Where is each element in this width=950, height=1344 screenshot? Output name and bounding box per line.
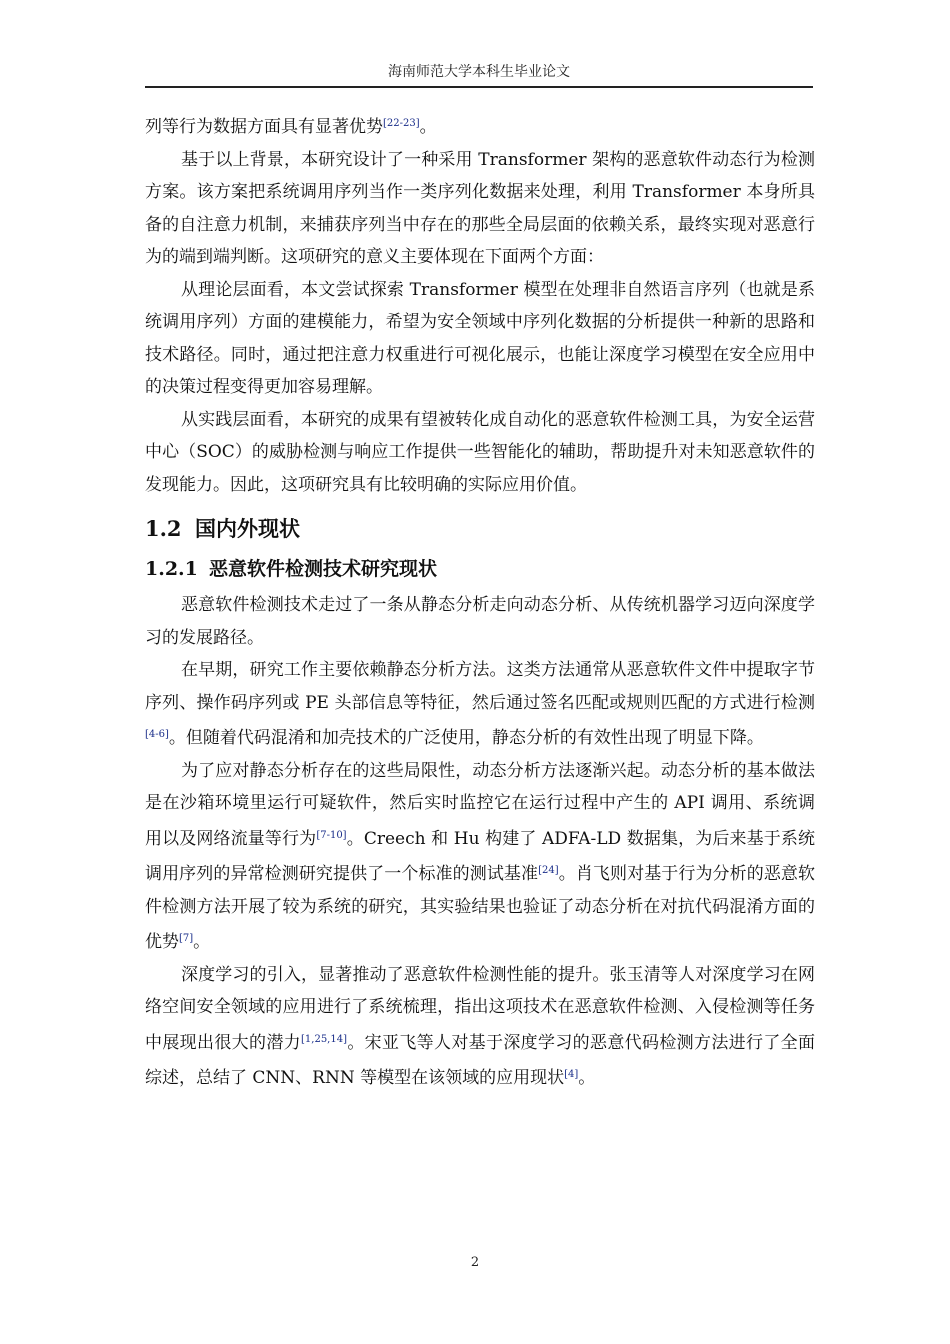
paragraph-background: 基于以上背景，本研究设计了一种采用 Transformer 架构的恶意软件动态行为检测方案。该方案把系统调用序列当作一类序列化数据来处理，利用 Transformer 本身所具备的自注意力机制，来捕获序列当中存在的那些全局层面的依赖关系，最终实现对恶意行为的端到端判断。这项研究的意义主要体现在下面两个方面： [145,149,815,267]
subsection-title: 恶意软件检测技术研究现状 [209,558,438,580]
header-rule [145,86,813,88]
page-number: 2 [470,1255,480,1270]
paragraph-static-analysis: 在早期，研究工作主要依赖静态分析方法。这类方法通常从恶意软件文件中提取字节序列、操作码序列或 PE 头部信息等特征，然后通过签名匹配或规则匹配的方式进行检测[4-6]。但随着代码混淆和加壳技术的广泛使用，静态分析的有效性出现了明显下降。 [145,660,815,748]
citation[interactable]: [7-10] [316,829,347,841]
paragraph-practice: 从实践层面看，本研究的成果有望被转化成自动化的恶意软件检测工具，为安全运营中心（SOC）的威胁检测与响应工作提供一些智能化的辅助，帮助提升对未知恶意软件的发现能力。因此，这项研究具有比较明确的实际应用价值。 [145,409,815,495]
paragraph-continued: 列等行为数据方面具有显著优势[22-23]。 [145,117,437,137]
subsection-heading [145,553,815,585]
running-header: 海南师范大学本科生毕业论文 [388,64,570,80]
subsection-number: 1.2.1 [145,558,198,580]
section-heading [145,511,815,547]
paragraph-dynamic-analysis: 为了应对静态分析存在的这些局限性，动态分析方法逐渐兴起。动态分析的基本做法是在沙箱环境里运行可疑软件，然后实时监控它在运行过程中产生的 API 调用、系统调用以及网络流量等行为[7-10]。Creech 和 Hu 构建了 ADFA-LD 数据集，为后来基于系统调用序列的异常检测研究提供了一个标准的测试基准[24]。肖飞则对基于行为分析的恶意软件检测方法开展了较为系统的研究，其实验结果也验证了动态分析在对抗代码混淆方面的优势[7]。 [145,760,816,952]
section-number: 1.2 [145,516,182,541]
section-title: 国内外现状 [195,516,300,541]
citation[interactable]: [1,25,14] [301,1033,347,1045]
page-body [145,108,815,1095]
citation[interactable]: [22-23] [383,118,420,129]
citation[interactable]: [4] [564,1069,579,1080]
paragraph-overview: 恶意软件检测技术走过了一条从静态分析走向动态分析、从传统机器学习迈向深度学习的发展路径。 [145,595,815,648]
citation[interactable]: [7] [179,933,194,944]
paragraph-deep-learning: 深度学习的引入，显著推动了恶意软件检测性能的提升。张玉清等人对深度学习在网络空间安全领域的应用进行了系统梳理，指出这项技术在恶意软件检测、入侵检测等任务中展现出很大的潜力[1,25,14]。宋亚飞等人对基于深度学习的恶意代码检测方法进行了全面综述，总结了 CNN、RNN 等模型在该领域的应用现状[4]。 [145,964,816,1088]
paragraph-theory: 从理论层面看，本文尝试探索 Transformer 模型在处理非自然语言序列（也就是系统调用序列）方面的建模能力，希望为安全领域中序列化数据的分析提供一种新的思路和技术路径。同时，通过把注意力权重进行可视化展示，也能让深度学习模型在安全应用中的决策过程变得更加容易理解。 [145,279,815,397]
citation[interactable]: [4-6] [145,729,169,740]
citation[interactable]: [24] [538,865,559,876]
